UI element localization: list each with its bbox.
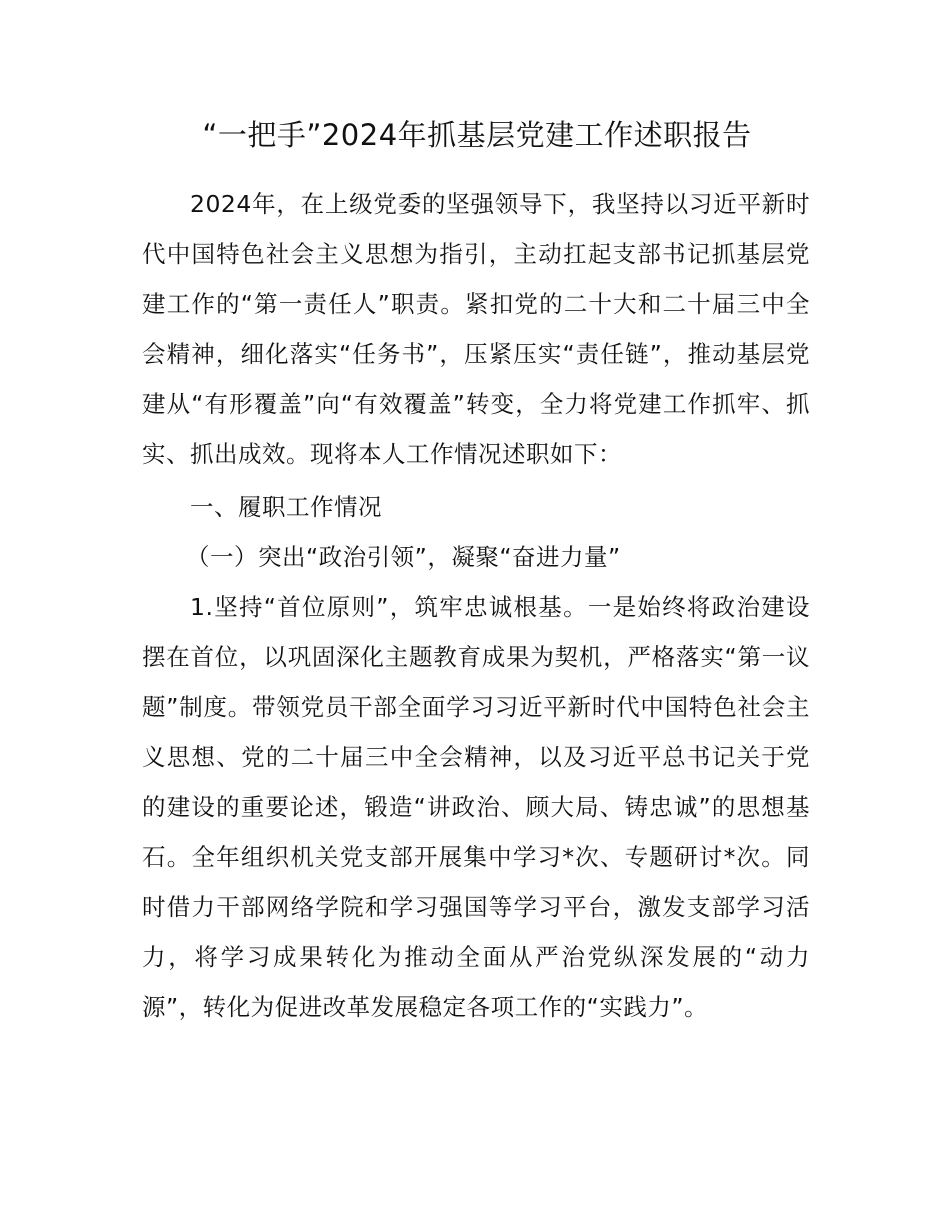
point-paragraph: 1.坚持“首位原则”，筑牢忠诚根基。一是始终将政治建设摆在首位，以巩固深化主题教育成果为契机，严格落实“第一议题”制度。带领党员干部全面学习习近平新时代中国特色社会主义思想、党的二十届三中全会精神，以及习近平总书记关于党的建设的重要论述，锻造“讲政治、顾大局、铸忠诚”的思想基石。全年组织机关党支部开展集中学习*次、专题研讨*次。同时借力干部网络学院和学习强国等学习平台，激发支部学习活力，将学习成果转化为推动全面从严治党纵深发展的“动力源”，转化为促进改革发展稳定各项工作的“实践力”。	[142, 593, 810, 1021]
section-heading: 一、履职工作情况	[190, 493, 382, 521]
document-body	[142, 115, 810, 1032]
intro-paragraph: 2024年，在上级党委的坚强领导下，我坚持以习近平新时代中国特色社会主义思想为指引，主动扛起支部书记抓基层党建工作的“第一责任人”职责。紧扣党的二十大和二十届三中全会精神，细化落实“任务书”，压紧压实“责任链”，推动基层党建从“有形覆盖”向“有效覆盖”转变，全力将党建工作抓牢、抓实、抓出成效。现将本人工作情况述职如下：	[142, 190, 810, 468]
subsection-heading: （一）突出“政治引领”，凝聚“奋进力量”	[186, 543, 621, 571]
document-title: “一把手”2024年抓基层党建工作述职报告	[202, 118, 752, 152]
